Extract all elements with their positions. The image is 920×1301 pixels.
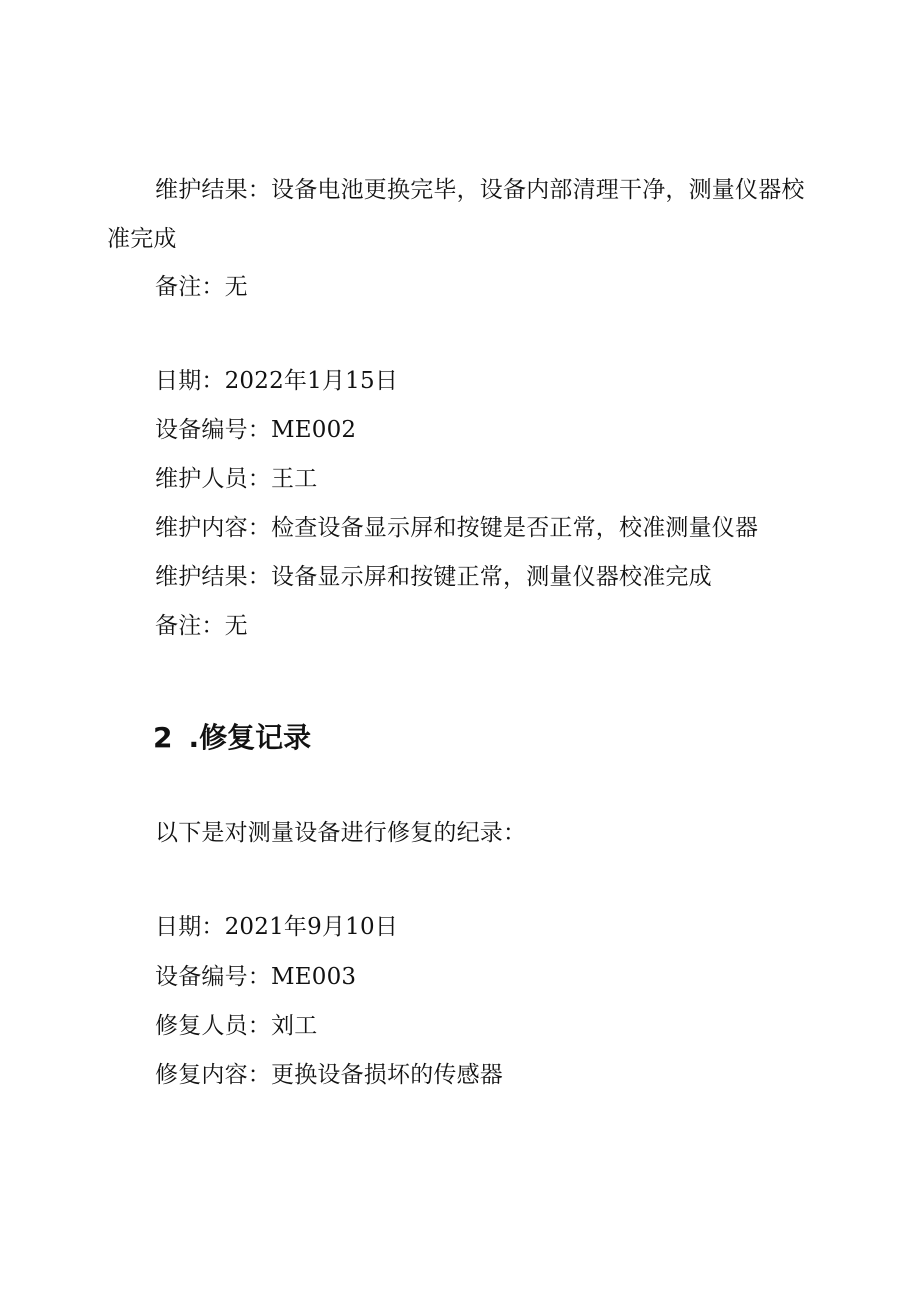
maintenance-result-line-1: 维护结果：设备电池更换完毕，设备内部清理干净，测量仪器校 xyxy=(155,177,805,203)
section-intro: 以下是对测量设备进行修复的纪录： xyxy=(155,820,527,846)
staff-line: 维护人员：王工 xyxy=(155,466,318,492)
date-line: 日期：2022年1月15日 xyxy=(155,368,399,394)
maintenance-result-line-2: 准完成 xyxy=(107,226,177,252)
maintenance-result-line: 维护结果：设备显示屏和按键正常，测量仪器校准完成 xyxy=(155,564,712,590)
device-id-line: 设备编号：ME002 xyxy=(155,417,357,443)
section-number: 2 xyxy=(153,721,173,754)
note-line: 备注：无 xyxy=(155,613,248,639)
note-line: 备注：无 xyxy=(155,274,248,300)
section-heading xyxy=(153,720,311,756)
repair-content-line: 修复内容：更换设备损坏的传感器 xyxy=(155,1062,503,1088)
repair-date-line: 日期：2021年9月10日 xyxy=(155,914,399,940)
section-title: .修复记录 xyxy=(188,721,312,754)
repair-device-id-line: 设备编号：ME003 xyxy=(155,964,357,990)
maintenance-content-line: 维护内容：检查设备显示屏和按键是否正常，校准测量仪器 xyxy=(155,515,759,541)
repair-staff-line: 修复人员：刘工 xyxy=(155,1013,318,1039)
